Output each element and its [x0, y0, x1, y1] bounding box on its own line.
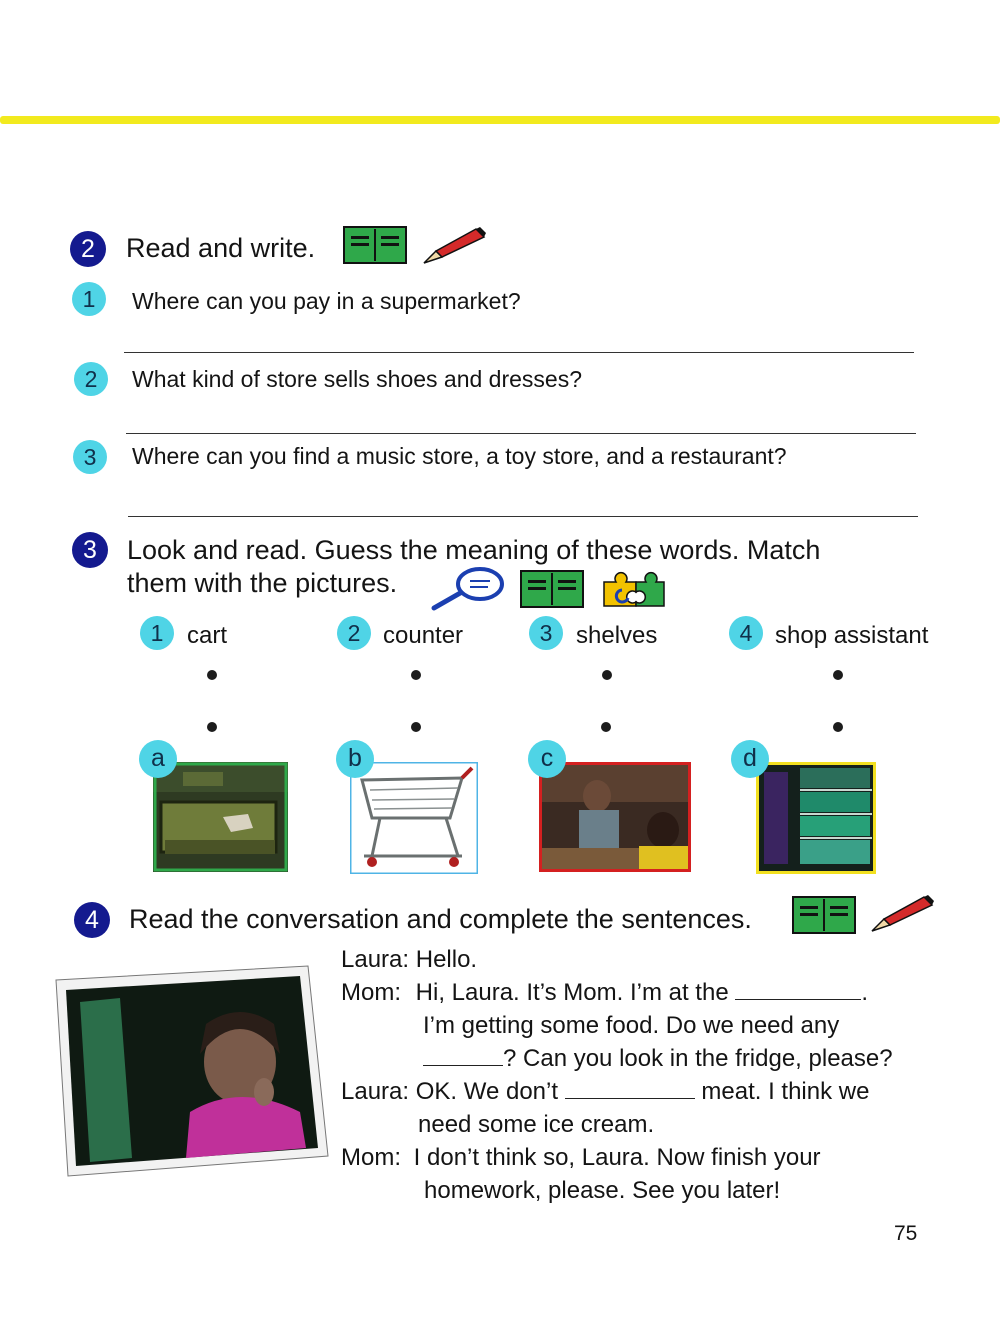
word-2-text: counter — [383, 622, 464, 649]
question-1-badge: 1 — [72, 282, 106, 316]
section-3-heading-line1: Look and read. Guess the meaning of these words. Match — [127, 535, 821, 565]
conversation-line-7 — [341, 1141, 821, 1174]
section-4-heading: Read the conversation and complete the sentences. — [129, 904, 752, 934]
question-2-badge: 2 — [74, 362, 108, 396]
line-text: Hello. — [415, 946, 478, 973]
match-dot-word-2[interactable] — [411, 670, 421, 680]
yellow-header-rule — [0, 116, 1000, 124]
word-3-text: shelves — [576, 622, 658, 649]
word-2-badge: 2 — [337, 616, 371, 650]
picture-b-label: b — [336, 740, 374, 778]
book-icon — [343, 226, 407, 264]
speaker-mom: Mom: — [341, 1144, 401, 1171]
word-4-badge: 4 — [729, 616, 763, 650]
question-2-text: What kind of store sells shoes and dresses? — [132, 366, 583, 392]
section-3-badge: 3 — [72, 532, 108, 568]
blank-3[interactable] — [565, 1078, 695, 1099]
match-dot-word-3[interactable] — [602, 670, 612, 680]
line-text: need some ice cream. — [418, 1111, 655, 1138]
girl-on-phone-photo — [50, 962, 340, 1182]
speaker-mom: Mom: — [341, 979, 401, 1006]
match-dot-picture-a[interactable] — [207, 722, 217, 732]
magnifier-icon — [430, 566, 506, 612]
line-text: OK. We don’t — [415, 1078, 559, 1105]
speaker-laura: Laura: — [341, 1078, 410, 1105]
line-text: homework, please. See you later! — [424, 1177, 781, 1204]
answer-line-3[interactable] — [128, 516, 918, 517]
word-1-text: cart — [187, 622, 228, 649]
blank-2[interactable] — [423, 1045, 503, 1066]
answer-line-2[interactable] — [126, 433, 916, 434]
puzzle-icon — [600, 570, 666, 608]
match-dot-word-4[interactable] — [833, 670, 843, 680]
line-text: ? Can you look in the fridge, please? — [503, 1045, 893, 1072]
picture-d-label: d — [731, 740, 769, 778]
section-3-heading-line2: them with the pictures. — [127, 568, 398, 598]
line-text: I’m getting some food. Do we need any — [423, 1012, 840, 1039]
conversation-line-3 — [423, 1009, 839, 1042]
line-text: I don’t think so, Laura. Now finish your — [413, 1144, 821, 1171]
shopping-cart-photo — [350, 762, 478, 874]
question-3-badge: 3 — [73, 440, 107, 474]
speaker-laura: Laura: — [341, 946, 410, 973]
line-text: meat. I think we — [701, 1078, 870, 1105]
word-4-text: shop assistant — [775, 622, 929, 649]
picture-a-label: a — [139, 740, 177, 778]
word-1-badge: 1 — [140, 616, 174, 650]
book-icon — [792, 896, 856, 934]
line-text: . — [861, 979, 869, 1006]
answer-line-1[interactable] — [124, 352, 914, 353]
line-text: Hi, Laura. It’s Mom. I’m at the — [415, 979, 729, 1006]
book-icon — [520, 570, 584, 608]
question-3-text: Where can you find a music store, a toy store, and a restaurant? — [132, 443, 787, 469]
section-2-heading: Read and write. — [126, 233, 316, 263]
match-dot-picture-b[interactable] — [411, 722, 421, 732]
pencil-icon — [422, 226, 488, 266]
pencil-icon — [870, 894, 936, 934]
conversation-line-2 — [341, 976, 868, 1009]
shelves-photo — [756, 762, 876, 874]
conversation-line-8 — [424, 1174, 780, 1207]
match-dot-word-1[interactable] — [207, 670, 217, 680]
question-1-text: Where can you pay in a supermarket? — [132, 288, 521, 314]
conversation-line-6 — [418, 1108, 654, 1141]
match-dot-picture-c[interactable] — [601, 722, 611, 732]
section-4-badge: 4 — [74, 902, 110, 938]
shop-assistant-photo — [539, 762, 691, 872]
blank-1[interactable] — [735, 979, 861, 1000]
conversation-line-4 — [423, 1042, 893, 1075]
picture-c-label: c — [528, 740, 566, 778]
conversation-line-5 — [341, 1075, 869, 1108]
checkout-counter-photo — [153, 762, 288, 872]
conversation-line-1 — [341, 943, 477, 976]
match-dot-picture-d[interactable] — [833, 722, 843, 732]
word-3-badge: 3 — [529, 616, 563, 650]
page-number: 75 — [894, 1222, 918, 1245]
section-2-badge: 2 — [70, 231, 106, 267]
